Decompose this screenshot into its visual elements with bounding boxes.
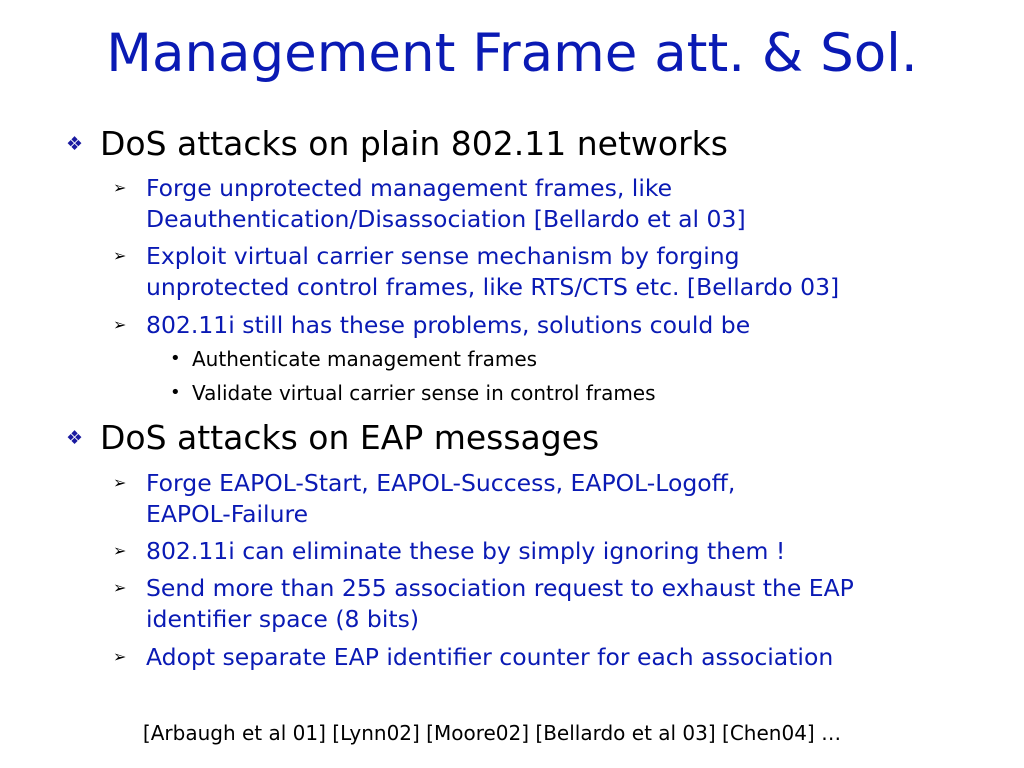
arrow-bullet-icon: ➢	[113, 473, 127, 492]
bullet-line: EAPOL-Failure	[146, 500, 309, 528]
sub-bullet-line: Authenticate management frames	[192, 347, 538, 371]
section-heading-eap-messages: DoS attacks on EAP messages	[100, 418, 600, 457]
diamond-bullet-icon: ❖	[66, 133, 84, 155]
arrow-bullet-icon: ➢	[113, 246, 127, 265]
bullet-line: Exploit virtual carrier sense mechanism by forging	[146, 242, 740, 270]
arrow-bullet-icon: ➢	[113, 315, 127, 334]
bullet-line: 802.11i still has these problems, solutions could be	[146, 311, 751, 339]
bullet-line: Forge EAPOL-Start, EAPOL-Success, EAPOL-Logoff,	[146, 469, 736, 497]
bullet-line: identifier space (8 bits)	[146, 605, 420, 633]
references-footer: [Arbaugh et al 01] [Lynn02] [Moore02] [Bellardo et al 03] [Chen04] …	[142, 721, 842, 745]
arrow-bullet-icon: ➢	[113, 647, 127, 666]
dot-bullet-icon: •	[170, 382, 181, 403]
slide-title: Management Frame att. & Sol.	[106, 23, 918, 84]
bullet-line: Forge unprotected management frames, like	[146, 174, 673, 202]
bullet-line: Deauthentication/Disassociation [Bellardo et al 03]	[146, 205, 746, 233]
bullet-line: Send more than 255 association request to exhaust the EAP	[146, 574, 854, 602]
section-heading-plain-802-11: DoS attacks on plain 802.11 networks	[100, 124, 728, 163]
bullet-line: 802.11i can eliminate these by simply ignoring them !	[146, 537, 786, 565]
bullet-line: unprotected control frames, like RTS/CTS etc. [Bellardo 03]	[146, 273, 840, 301]
sub-bullet-line: Validate virtual carrier sense in control frames	[192, 381, 656, 405]
dot-bullet-icon: •	[170, 348, 181, 369]
bullet-line: Adopt separate EAP identifier counter for each association	[146, 643, 834, 671]
diamond-bullet-icon: ❖	[66, 427, 84, 449]
arrow-bullet-icon: ➢	[113, 578, 127, 597]
arrow-bullet-icon: ➢	[113, 178, 127, 197]
arrow-bullet-icon: ➢	[113, 541, 127, 560]
